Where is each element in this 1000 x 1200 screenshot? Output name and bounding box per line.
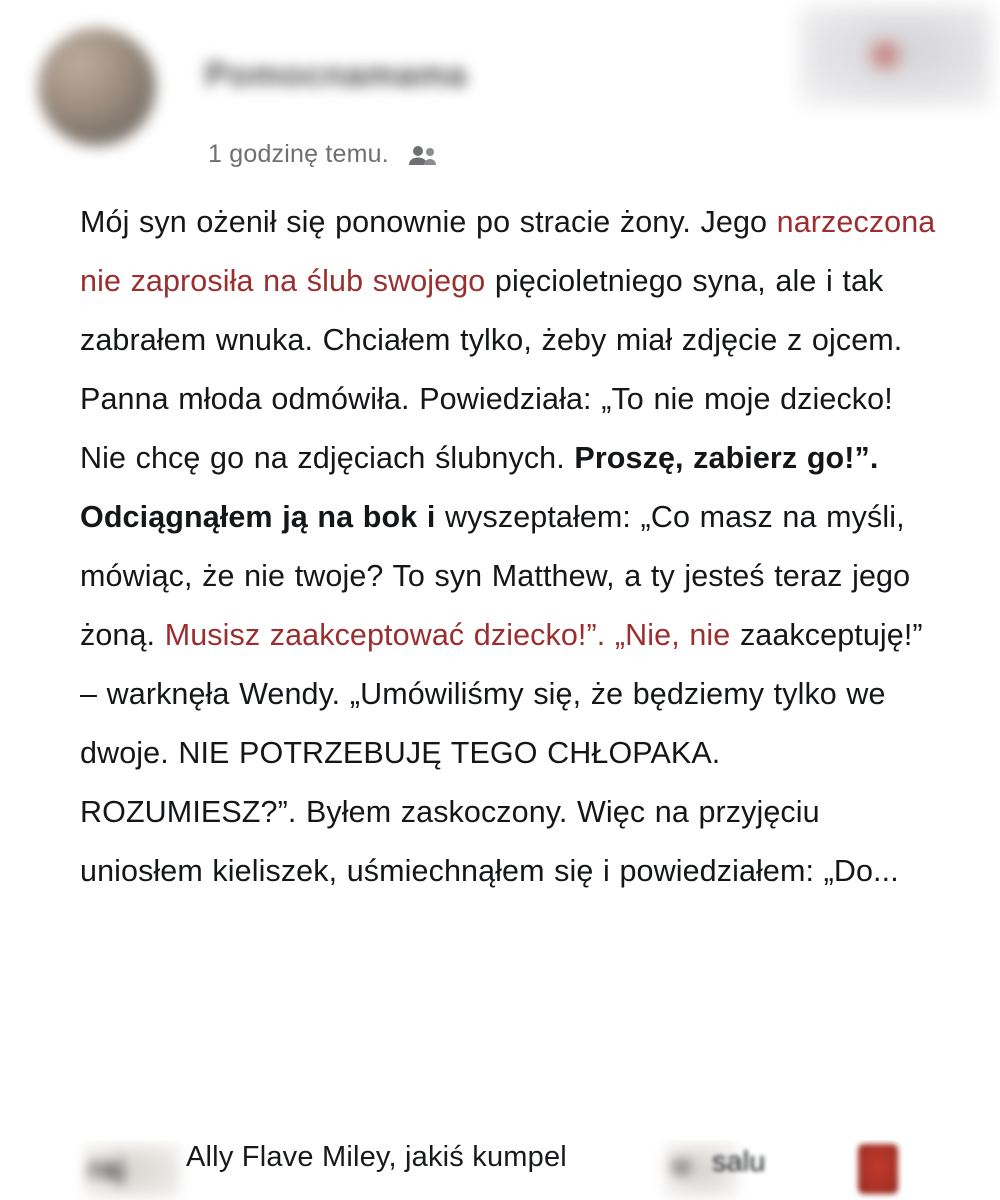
bottom-partial-row (0, 1140, 1000, 1200)
post-segment-1: narzeczona nie zaprosiła na ślub swojego (80, 205, 936, 298)
trailing-word: salu (712, 1146, 766, 1178)
avatar[interactable] (38, 28, 156, 146)
tagged-names[interactable]: Ally Flave Miley, jakiś kumpel (186, 1141, 567, 1173)
blurred-left-label: raj (88, 1152, 125, 1185)
blurred-mid-label: u (672, 1148, 691, 1181)
post-meta (208, 140, 437, 169)
red-emoji-icon (858, 1144, 898, 1194)
post-segment-3: Proszę, zabierz go!”. Odciągnąłem ją na bok i (80, 441, 879, 534)
post-timestamp[interactable]: 1 godzinę temu. (208, 140, 389, 168)
post-segment-6: zaakceptuję!” – warknęła Wendy. „Umówiliśmy się, że będziemy tylko we dwoje. NIE POTRZEBUJĘ TEGO CHŁOPAKA. ROZUMIESZ?”. Byłem zaskoczony. Więc na przyjęciu uniosłem kieliszek, uśmiechnąłem się i powiedziałem: „Do... (80, 618, 923, 888)
friends-icon[interactable] (407, 144, 437, 166)
blurred-reaction-badge (800, 6, 990, 106)
post-segment-4: wyszeptałem: „Co masz na myśli, mówiąc, że nie twoje? To syn Matthew, a ty jesteś teraz jego żoną. (80, 500, 911, 652)
post-segment-5: Musisz zaakceptować dziecko!”. „Nie, nie (164, 618, 740, 652)
blurred-left-text (84, 1144, 180, 1198)
author-name[interactable]: Pomocnamama (205, 56, 468, 94)
reaction-icon (872, 42, 898, 68)
post-header (0, 0, 1000, 190)
post-segment-0: Mój syn ożenił się ponownie po stracie żony. Jego (80, 205, 777, 239)
post-body (80, 193, 936, 901)
post-segment-2: pięcioletniego syna, ale i tak zabrałem wnuka. Chciałem tylko, żeby miał zdjęcie z ojcem. Panna młoda odmówiła. Powiedziała: „To nie moje dziecko! Nie chcę go na zdjęciach ślubnych. (80, 264, 903, 475)
